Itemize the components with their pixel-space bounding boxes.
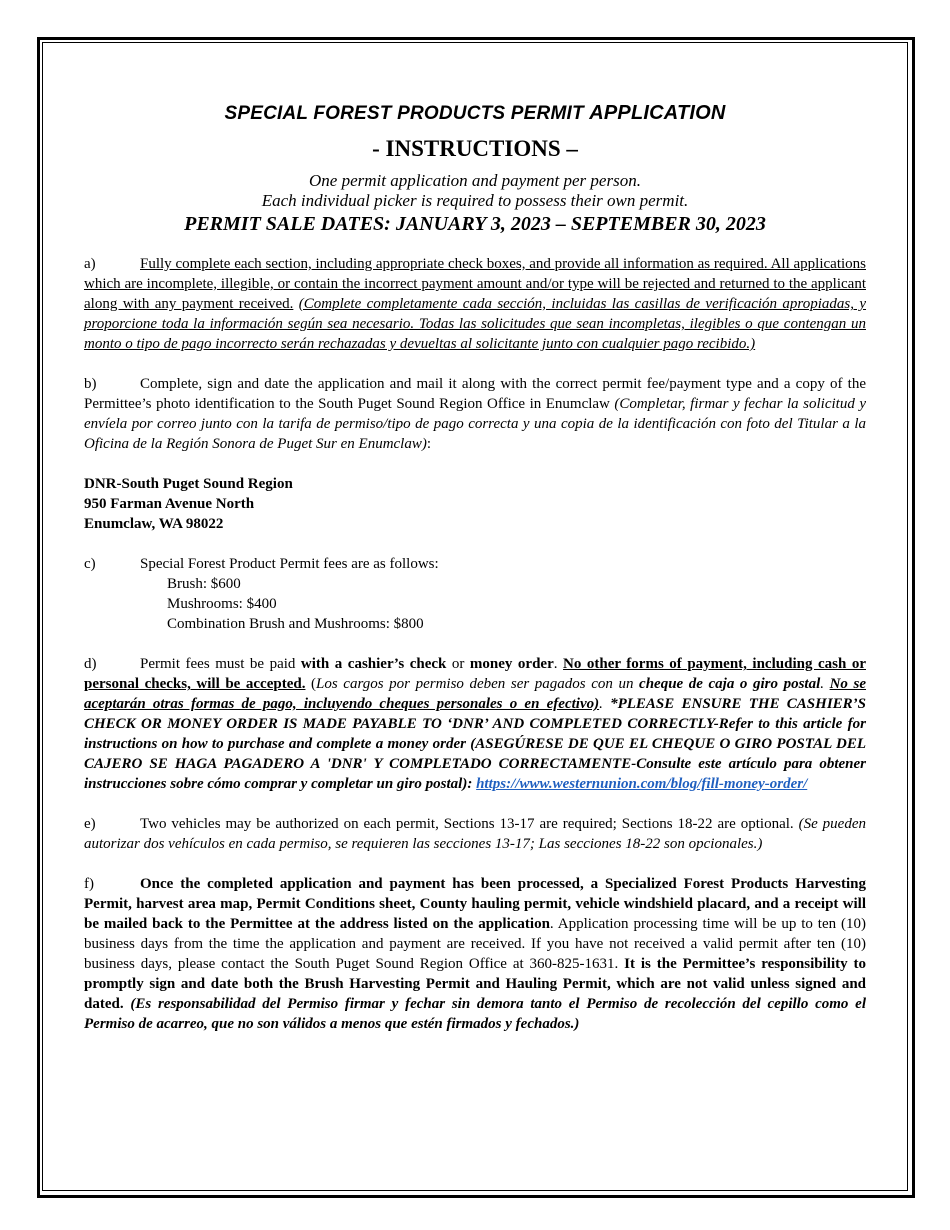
section-b-text-es: (Completar, firmar y fechar la solicitud y envíela por correo junto con la tarifa de permiso/tipo de pago correcta y una copia de la identificación con foto del Titular a la Oficina de la Región Sonora de Puget Sur en Enumclaw) [84, 396, 867, 452]
cashiers-check-text: with a cashier’s check [300, 656, 447, 672]
address-line-2: 950 Farman Avenue North [84, 496, 255, 512]
section-a-label: a) [84, 256, 96, 272]
fee-brush: Brush: $600 [167, 576, 241, 592]
sale-dates: PERMIT SALE DATES: JANUARY 3, 2023 – SEPTEMBER 30, 2023 [184, 213, 766, 235]
section-b-text-en: Complete, sign and date the application and mail it along with the correct permit fee/payment type and a copy of the Permittee’s photo identification to the South Puget Sound Region Office in Enumclaw [84, 376, 866, 412]
section-d-text: Permit fees must be paid [140, 656, 301, 672]
section-a [84, 254, 866, 354]
section-d-period-es: . [599, 696, 611, 712]
section-b [84, 374, 866, 454]
section-d-text-es: Los cargos por permiso deben ser pagados con un [316, 676, 640, 692]
intro-line-2: Each individual picker is required to possess their own permit. [261, 191, 689, 210]
section-f-responsibility: It is the Permittee’s responsibility to promptly sign and date both the Brush Harvesting Permit and Hauling Permit, which are not valid unless signed and dated. [84, 956, 866, 1012]
section-d-no-aceptaran: No se aceptarán otras formas de pago, incluyendo cheques personales o en efectivo) [84, 676, 867, 712]
address-line-1: DNR-South Puget Sound Region [84, 476, 293, 492]
document-title [84, 100, 866, 127]
section-b-colon: : [426, 436, 432, 452]
section-e-text-es: (Se pueden autorizar dos vehículos en cada permiso, se requieren las secciones 13-17; Las secciones 18-22 son opcionales.) [84, 816, 866, 852]
section-d [84, 654, 866, 794]
section-d-giro-es: cheque de caja o giro postal [639, 676, 821, 692]
section-d-paren: ( [305, 676, 317, 692]
section-c-intro: Special Forest Product Permit fees are as follows: [140, 556, 439, 572]
intro-line-1: One permit application and payment per person. [309, 171, 641, 190]
mailing-address [84, 474, 866, 534]
section-d-period: . [553, 656, 564, 672]
section-d-sep-es: . [820, 676, 830, 692]
section-e-label: e) [84, 816, 96, 832]
section-a-text-en: Fully complete each section, including appropriate check boxes, and provide all information as required. All applications which are incomplete, illegible, or contain the incorrect payment amount and/or type will be rejected and returned to the applicant along with any payment received. [84, 256, 866, 312]
section-e [84, 814, 866, 854]
section-d-notice: *PLEASE ENSURE THE CASHIER’S CHECK OR MONEY ORDER IS MADE PAYABLE TO ‘DNR’ AND COMPLETED CORRECTLY-Refer to this article for instructions on how to purchase and complete a money order (ASEGÚRESE DE QUE EL CHEQUE O GIRO POSTAL DEL CAJERO SE HAGA PAGADERO A 'DNR' Y COMPLETADO CORRECTAMENTE-Consulte este artículo para obtener instrucciones sobre cómo comprar y completar un giro postal): [84, 696, 867, 792]
section-d-label: d) [84, 656, 97, 672]
section-b-label: b) [84, 376, 97, 392]
title-emphasis: APPLICATION [589, 102, 726, 124]
section-f-text-es: (Es responsabilidad del Permiso firmar y fechar sin demora tanto el Permiso de recolección del cepillo como el Permiso de acarreo, que no son válidos a menos que estén firmados y fechados.) [84, 996, 866, 1032]
section-d-or: or [446, 656, 470, 672]
fee-mushrooms: Mushrooms: $400 [167, 596, 277, 612]
section-c-label: c) [84, 556, 96, 572]
section-e-text-en: Two vehicles may be authorized on each permit, Sections 13-17 are required; Sections 18-22 are optional. [140, 816, 794, 832]
fee-combination: Combination Brush and Mushrooms: $800 [167, 616, 424, 632]
section-f-label: f) [84, 876, 94, 892]
title-main: SPECIAL FOREST PRODUCTS PERMIT [224, 103, 584, 124]
document-body [84, 100, 866, 1054]
money-order-link[interactable]: https://www.westernunion.com/blog/fill-money-order/ [476, 776, 808, 792]
section-f-text: . Application processing time will be up to ten (10) business days from the time the application and payment are received. If you have not received a valid permit after ten (10) business days, please contact the South Puget Sound Region Office at 360-825-1631. [84, 916, 866, 972]
money-order-text: money order [469, 656, 554, 672]
address-line-3: Enumclaw, WA 98022 [84, 516, 224, 532]
section-a-text-es: (Complete completamente cada sección, incluidas las casillas de verificación apropiadas, y proporcione toda la información según sea necesario. Todas las solicitudes que sean incompletas, ilegibles o que contengan un monto o tipo de pago incorrecto serán rechazadas y devueltas al solicitante junto con cualquier pago recibido.) [84, 296, 867, 352]
no-other-payment-text: No other forms of payment, including cash or personal checks, will be accepted. [84, 656, 866, 692]
section-f-text-bold: Once the completed application and payment has been processed, a Specialized Forest Products Harvesting Permit, harvest area map, Permit Conditions sheet, County hauling permit, vehicle windshield placard, and a receipt will be mailed back to the Permittee at the address listed on the application [84, 876, 866, 932]
instructions-heading: - INSTRUCTIONS – [372, 136, 578, 161]
section-c [84, 554, 866, 634]
section-f [84, 874, 866, 1034]
